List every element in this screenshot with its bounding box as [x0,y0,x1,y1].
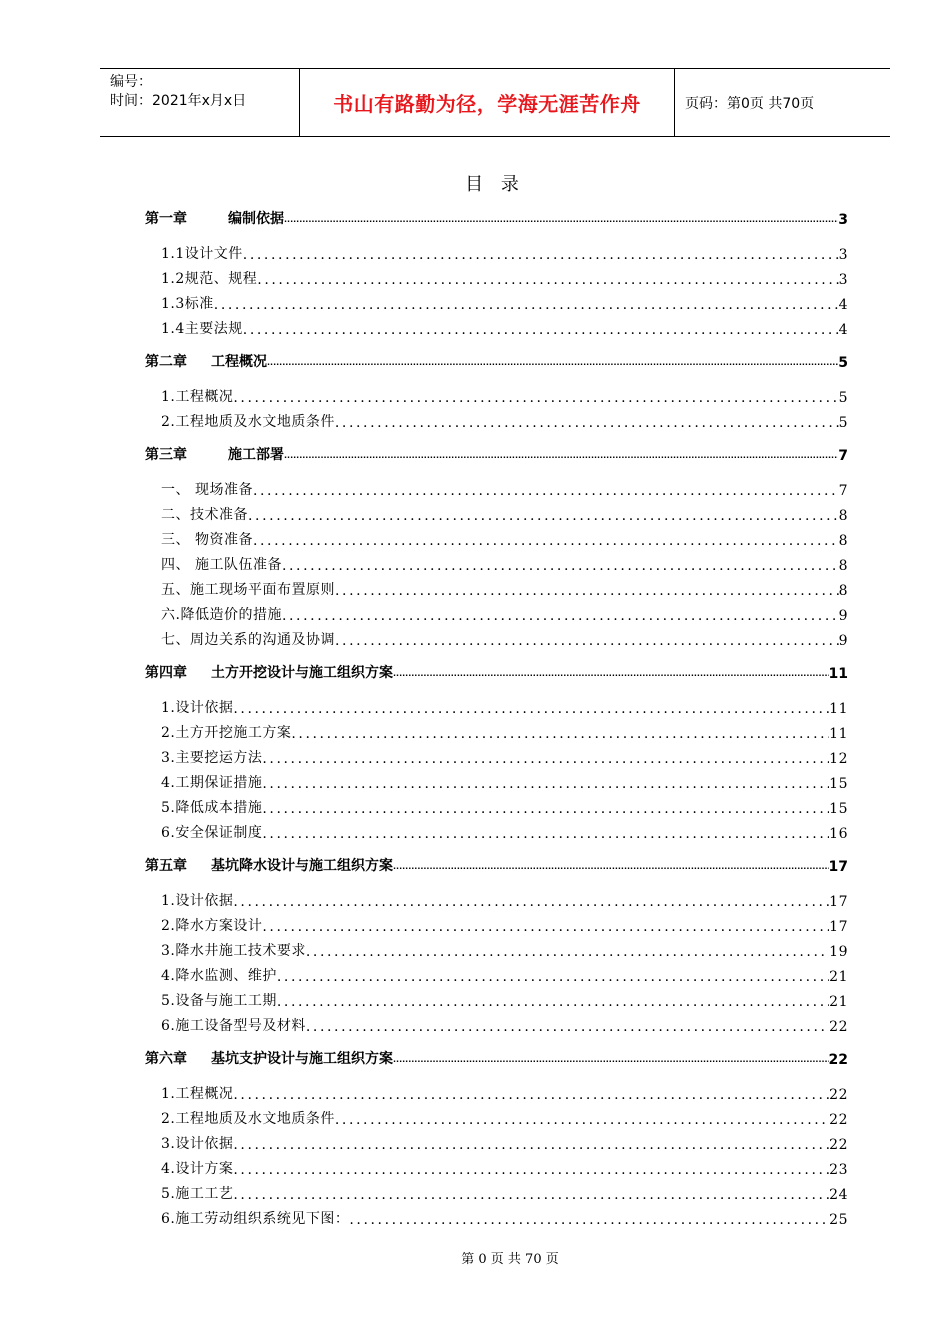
leader-dots [262,826,829,842]
toc-section-entry[interactable] [161,717,848,742]
toc-section-entry[interactable] [161,817,848,842]
leader-dots [306,944,829,960]
section-label: 一、 现场准备 [161,482,253,498]
toc-section-entry[interactable] [161,692,848,717]
section-label: 五、施工现场平面布置原则 [161,582,335,598]
section-label: 七、周边关系的沟通及协调 [161,632,335,648]
section-page-number: 5 [838,390,848,406]
chapter-number: 第四章 [145,665,187,681]
toc-section-entry[interactable] [161,474,848,499]
document-date: 时间：2021年x月x日 [110,93,247,109]
section-page-number: 9 [838,608,848,624]
section-page-number: 22 [829,1019,848,1035]
leader-dots [257,272,838,288]
section-page-number: 15 [829,801,848,817]
leader-dots [262,919,829,935]
toc-chapter-entry[interactable] [145,347,848,371]
leader-dots [243,322,839,338]
section-page-number: 5 [838,415,848,431]
page-footer: 第 0 页 共 70 页 [461,1252,559,1267]
toc-section-entry[interactable] [161,935,848,960]
leader-dots [253,483,839,499]
leader-dots [233,701,829,717]
section-label: 1.2规范、规程 [161,271,258,287]
table-of-contents [145,202,848,1235]
leader-dots [284,450,838,464]
toc-section-entry[interactable] [161,574,848,599]
section-label: 1.1设计文件 [161,246,243,262]
toc-section-entry[interactable] [161,960,848,985]
section-label: 三、 物资准备 [161,532,253,548]
section-label: 5.施工工艺 [161,1186,234,1202]
section-label: 2.降水方案设计 [161,918,263,934]
toc-title: 目 录 [465,174,525,195]
section-label: 6.安全保证制度 [161,825,263,841]
chapter-label [145,444,284,464]
toc-section-entry[interactable] [161,910,848,935]
toc-section-entry[interactable] [161,1128,848,1153]
section-page-number: 16 [829,826,848,842]
leader-dots [233,1187,829,1203]
section-page-number: 21 [829,969,848,985]
section-page-number: 3 [838,247,848,263]
section-label: 1.设计依据 [161,893,234,909]
leader-dots [233,894,829,910]
leader-dots [277,994,829,1010]
toc-chapter-entry[interactable] [145,204,848,228]
leader-dots [282,608,839,624]
chapter-number: 第一章 [145,211,187,227]
section-label: 5.降低成本措施 [161,800,263,816]
toc-section-entry[interactable] [161,406,848,431]
leader-dots [262,776,829,792]
section-page-number: 8 [838,508,848,524]
chapter-title: 基坑降水设计与施工组织方案 [211,858,393,874]
chapter-number: 第二章 [145,354,187,370]
section-label: 5.设备与施工工期 [161,993,277,1009]
section-label: 1.4主要法规 [161,321,243,337]
leader-dots [233,1162,829,1178]
chapter-title: 施工部署 [228,447,284,463]
section-label: 3.主要挖运方法 [161,750,263,766]
leader-dots [233,1137,829,1153]
section-label: 4.设计方案 [161,1161,234,1177]
section-page-number: 15 [829,776,848,792]
toc-section-entry[interactable] [161,263,848,288]
section-page-number: 11 [829,701,848,717]
chapter-page-number: 7 [838,448,848,464]
section-label: 4.工期保证措施 [161,775,263,791]
chapter-title: 土方开挖设计与施工组织方案 [211,665,393,681]
section-page-number: 19 [829,944,848,960]
leader-dots [233,1087,829,1103]
section-label: 2.土方开挖施工方案 [161,725,292,741]
section-page-number: 7 [838,483,848,499]
toc-section-entry[interactable] [161,381,848,406]
section-page-number: 8 [838,558,848,574]
toc-section-entry[interactable] [161,549,848,574]
toc-section-entry[interactable] [161,885,848,910]
toc-section-entry[interactable] [161,1010,848,1035]
section-page-number: 17 [829,919,848,935]
toc-section-entry[interactable] [161,792,848,817]
leader-dots [393,1054,829,1068]
toc-section-entry[interactable] [161,524,848,549]
leader-dots [262,751,829,767]
section-label: 3.降水井施工技术要求 [161,943,306,959]
leader-dots [335,415,839,431]
leader-dots [349,1212,829,1228]
section-page-number: 23 [829,1162,848,1178]
section-page-number: 3 [838,272,848,288]
leader-dots [291,726,829,742]
section-label: 2.工程地质及水文地质条件 [161,414,335,430]
chapter-page-number: 11 [828,666,848,682]
section-page-number: 17 [829,894,848,910]
toc-section-entry[interactable] [161,1103,848,1128]
toc-section-entry[interactable] [161,499,848,524]
chapter-label [145,855,393,875]
section-page-number: 22 [829,1137,848,1153]
toc-section-entry[interactable] [161,1203,848,1228]
section-page-number: 24 [829,1187,848,1203]
chapter-page-number: 5 [838,355,848,371]
chapter-label [145,208,284,228]
leader-dots [393,861,829,875]
section-page-number: 22 [829,1112,848,1128]
toc-section-entry[interactable] [161,599,848,624]
chapter-label [145,1048,393,1068]
leader-dots [262,801,829,817]
leader-dots [335,633,839,649]
section-label: 1.设计依据 [161,700,234,716]
section-label: 六.降低造价的措施 [161,607,282,623]
leader-dots [335,1112,829,1128]
section-page-number: 4 [838,322,848,338]
chapter-title: 编制依据 [228,211,284,227]
leader-dots [277,969,829,985]
section-page-number: 12 [829,751,848,767]
section-label: 6.施工劳动组织系统见下图： [161,1211,350,1227]
chapter-number: 第六章 [145,1051,187,1067]
toc-chapter-entry[interactable] [145,658,848,682]
leader-dots [253,533,839,549]
section-label: 2.工程地质及水文地质条件 [161,1111,335,1127]
toc-section-entry[interactable] [161,1178,848,1203]
section-label: 二、技术准备 [161,507,248,523]
page-header [100,68,890,137]
section-page-number: 11 [829,726,848,742]
toc-chapter-entry[interactable] [145,1044,848,1068]
section-page-number: 25 [829,1212,848,1228]
leader-dots [335,583,839,599]
section-page-number: 8 [838,583,848,599]
section-page-number: 8 [838,533,848,549]
section-label: 3.设计依据 [161,1136,234,1152]
toc-section-entry[interactable] [161,742,848,767]
section-label: 1.工程概况 [161,389,234,405]
chapter-page-number: 3 [838,212,848,228]
toc-section-entry[interactable] [161,767,848,792]
leader-dots [243,247,839,263]
toc-section-entry[interactable] [161,624,848,649]
chapter-number: 第三章 [145,447,187,463]
leader-dots [282,558,839,574]
section-label: 4.降水监测、维护 [161,968,277,984]
section-label: 6.施工设备型号及材料 [161,1018,306,1034]
section-page-number: 9 [838,633,848,649]
section-page-number: 21 [829,994,848,1010]
toc-section-entry[interactable] [161,985,848,1010]
leader-dots [393,668,829,682]
chapter-title: 基坑支护设计与施工组织方案 [211,1051,393,1067]
toc-section-entry[interactable] [161,313,848,338]
leader-dots [248,508,839,524]
toc-section-entry[interactable] [161,1078,848,1103]
leader-dots [214,297,839,313]
toc-chapter-entry[interactable] [145,440,848,464]
toc-chapter-entry[interactable] [145,851,848,875]
toc-section-entry[interactable] [161,288,848,313]
chapter-number: 第五章 [145,858,187,874]
leader-dots [233,390,838,406]
chapter-page-number: 17 [828,859,848,875]
leader-dots [267,357,838,371]
header-meta [100,69,300,136]
section-label: 1.工程概况 [161,1086,234,1102]
header-page-info: 页码：第0页 共70页 [685,95,815,112]
document-number-label: 编号： [110,74,152,90]
toc-section-entry[interactable] [161,238,848,263]
chapter-page-number: 22 [828,1052,848,1068]
toc-section-entry[interactable] [161,1153,848,1178]
section-label: 1.3标准 [161,296,214,312]
section-page-number: 22 [829,1087,848,1103]
header-motto: 书山有路勤为径，学海无涯苦作舟 [300,69,675,136]
leader-dots [284,214,838,228]
section-label: 四、 施工队伍准备 [161,557,282,573]
chapter-label [145,351,267,371]
chapter-label [145,662,393,682]
leader-dots [306,1019,829,1035]
section-page-number: 4 [838,297,848,313]
chapter-title: 工程概况 [211,354,267,370]
